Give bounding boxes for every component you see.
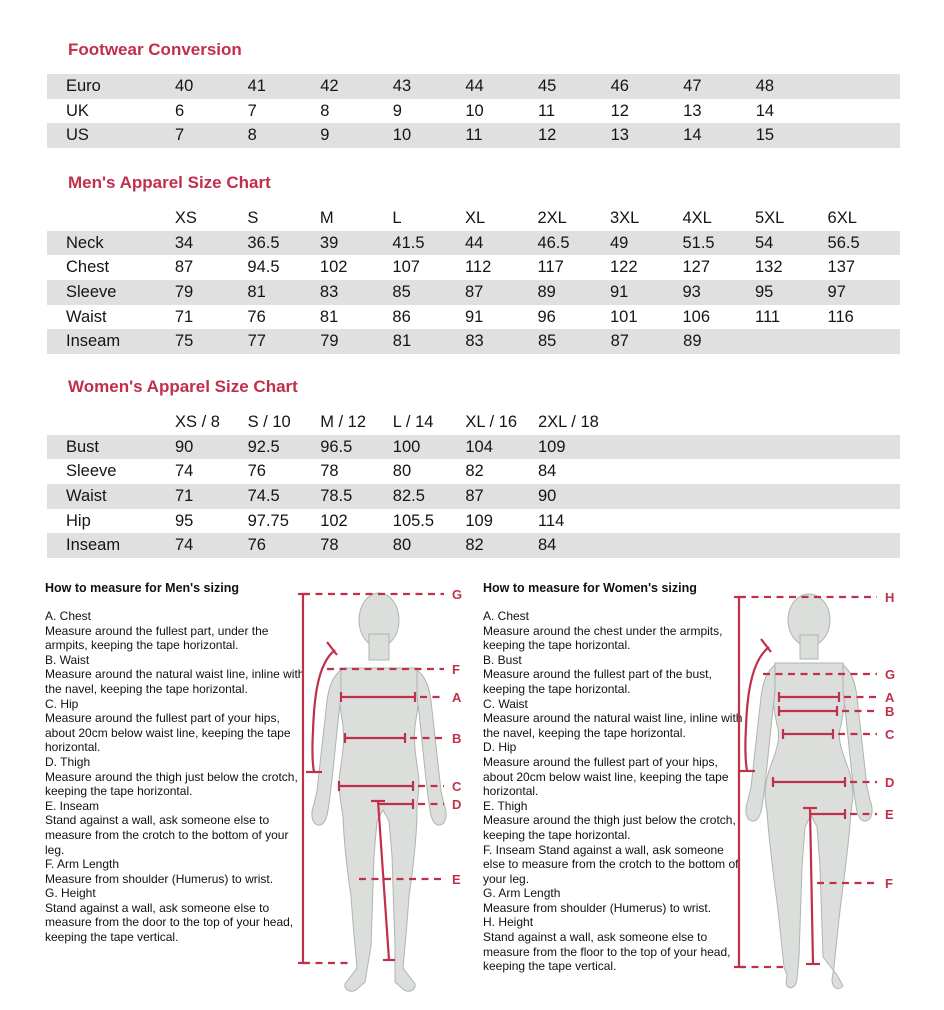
table-cell: 4XL <box>682 208 712 227</box>
guide-item-label: G. Height <box>45 886 96 901</box>
table-header-row <box>47 410 900 435</box>
table-cell: 95 <box>175 511 194 530</box>
table-cell: 90 <box>175 437 194 456</box>
guide-item-label: B. Waist <box>45 652 90 667</box>
table-cell: 6 <box>175 101 185 120</box>
figure-label: F <box>885 876 893 891</box>
footwear-table <box>47 74 900 148</box>
table-cell: 112 <box>464 258 492 277</box>
guide-item <box>45 857 307 886</box>
guide-item <box>483 843 749 887</box>
table-cell: 109 <box>465 511 493 530</box>
table-cell: 85 <box>392 282 411 301</box>
table-cell: 75 <box>175 332 194 351</box>
table-cell: 116 <box>827 307 854 326</box>
row-label: Sleeve <box>66 282 117 301</box>
table-cell: 87 <box>610 332 629 351</box>
table-row <box>47 329 900 354</box>
table-cell: 109 <box>537 437 566 456</box>
table-cell: 77 <box>247 332 266 351</box>
table-cell: 78 <box>320 462 339 481</box>
table-cell: 95 <box>755 282 774 301</box>
womens-guide-list <box>483 609 749 974</box>
table-cell: 87 <box>465 486 484 505</box>
table-cell: 82 <box>465 536 484 555</box>
guide-item-text: Measure around the natural waist line, inline with the navel, keeping the tape horizontal. <box>483 711 743 740</box>
table-cell: 102 <box>319 258 348 277</box>
row-label: Sleeve <box>66 462 117 481</box>
table-cell: 11 <box>465 126 483 145</box>
figure-label: B <box>885 704 895 719</box>
table-cell: 44 <box>464 233 484 252</box>
guide-item <box>45 653 307 697</box>
table-cell: 74.5 <box>247 486 280 505</box>
table-cell: 90 <box>537 486 557 505</box>
table-cell: S / 10 <box>247 412 291 431</box>
guide-item-label: B. Bust <box>483 652 522 667</box>
guide-item-text: Measure around the thigh just below the crotch, keeping the tape horizontal. <box>45 769 298 799</box>
table-cell: 89 <box>683 332 702 351</box>
guide-item <box>45 886 307 944</box>
guide-item <box>483 915 749 973</box>
guide-item-text: Stand against a wall, ask someone else to measure from the crotch to the bottom of your leg. <box>483 842 739 886</box>
table-cell: 41 <box>247 76 266 95</box>
table-cell: 71 <box>174 307 194 326</box>
table-cell: 42 <box>320 76 339 95</box>
table-cell: 76 <box>247 307 266 326</box>
row-label: Waist <box>66 486 107 505</box>
table-cell: L <box>392 208 402 227</box>
table-cell: 14 <box>755 101 775 120</box>
table-cell: 78.5 <box>320 486 353 505</box>
table-row <box>47 533 900 558</box>
guide-item-label: D. Hip <box>483 740 517 755</box>
figure-label: G <box>885 667 896 682</box>
row-label: Bust <box>66 437 100 456</box>
table-cell: 74 <box>175 462 194 481</box>
figure-label: E <box>885 807 894 822</box>
guide-item-text: Measure around the fullest part, under the armpits, keeping the tape horizontal. <box>45 623 269 653</box>
guide-item <box>483 740 749 798</box>
row-label: Waist <box>66 307 107 326</box>
table-cell: 34 <box>174 233 194 252</box>
table-cell: 46.5 <box>537 233 570 252</box>
row-label: Neck <box>66 233 104 252</box>
mens-chart-title: Men's Apparel Size Chart <box>68 173 271 192</box>
table-cell: 12 <box>610 101 629 120</box>
table-cell: 39 <box>319 233 339 252</box>
table-cell: 84 <box>537 462 557 481</box>
table-cell: 82.5 <box>392 486 425 505</box>
table-cell: 6XL <box>827 208 857 227</box>
table-cell: 82 <box>465 462 484 481</box>
guide-item-text: Stand against a wall, ask someone else to measure from the door to the top of your head, keeping the tape vertical. <box>45 900 294 945</box>
womens-guide-title: How to measure for Women's sizing <box>483 581 697 595</box>
table-cell: S <box>247 208 259 227</box>
table-cell: 91 <box>464 307 484 326</box>
table-cell: 105.5 <box>392 511 435 530</box>
guide-item-text: Measure from shoulder (Humerus) to wrist. <box>45 871 274 886</box>
guide-item <box>45 755 307 799</box>
mens-guide-list <box>45 609 307 945</box>
table-cell: L / 14 <box>392 412 434 431</box>
table-cell: 44 <box>465 76 484 95</box>
guide-item-label: F. Arm Length <box>45 857 120 872</box>
table-cell: 7 <box>175 126 185 145</box>
table-cell: 80 <box>392 536 412 555</box>
row-label: Inseam <box>66 536 121 555</box>
table-cell: 101 <box>609 307 638 326</box>
table-cell: 11 <box>537 101 556 120</box>
womens-size-table <box>47 410 900 558</box>
table-cell: 78 <box>320 536 339 555</box>
table-cell: 83 <box>319 282 339 301</box>
table-cell: 93 <box>682 282 701 301</box>
table-cell: 107 <box>392 258 420 277</box>
figure-label: D <box>452 797 462 812</box>
female-silhouette <box>746 594 872 989</box>
figure-label: B <box>452 731 462 746</box>
mens-size-table <box>47 206 900 354</box>
footwear-title: Footwear Conversion <box>68 40 242 59</box>
table-cell: 104 <box>465 437 493 456</box>
figure-label: A <box>885 690 895 705</box>
guide-item-label: E. Thigh <box>483 798 528 813</box>
guide-item-label: D. Thigh <box>45 754 91 769</box>
table-cell: 80 <box>392 462 412 481</box>
table-cell: 91 <box>609 282 629 301</box>
table-row <box>47 123 900 148</box>
guide-item-label: C. Hip <box>45 696 79 711</box>
figure-label: C <box>885 727 895 742</box>
figure-label: D <box>885 775 895 790</box>
table-cell: 8 <box>320 101 330 120</box>
row-label: UK <box>66 101 89 120</box>
table-cell: 46 <box>610 76 629 95</box>
table-cell: 106 <box>682 307 711 326</box>
guide-item-text: Measure around the fullest part of your hips, about 20cm below waist line, keeping the tape horizontal. <box>45 711 291 755</box>
guide-item-text: Measure around the fullest part of the bust, keeping the tape horizontal. <box>483 667 712 696</box>
table-cell: 10 <box>465 101 484 120</box>
table-cell: 97 <box>827 282 846 301</box>
table-cell: 87 <box>174 258 194 277</box>
row-label: Euro <box>66 76 101 95</box>
guide-item-label: G. Arm Length <box>483 886 561 901</box>
table-row <box>47 484 900 509</box>
table-cell: 100 <box>392 437 421 456</box>
female-figure-labels <box>885 590 895 891</box>
guide-item-text: Measure around the natural waist line, inline with the navel, keeping the tape horizontal. <box>45 667 305 696</box>
table-cell: XS <box>174 208 197 227</box>
table-cell: 127 <box>682 258 711 277</box>
table-cell: 132 <box>755 258 783 277</box>
row-label: Chest <box>66 258 110 277</box>
table-row <box>47 435 900 460</box>
table-row <box>47 305 900 330</box>
table-cell: 10 <box>392 126 412 145</box>
table-cell: 102 <box>320 511 348 530</box>
guide-item <box>483 609 749 653</box>
figure-label: H <box>885 590 895 605</box>
table-cell: 36.5 <box>247 233 280 252</box>
table-cell: 71 <box>175 486 194 505</box>
table-row <box>47 74 900 99</box>
table-cell: 94.5 <box>247 258 280 277</box>
table-cell: 97.75 <box>247 511 289 530</box>
guide-item-text: Measure around the fullest part of your hips, about 20cm below waist line, keeping the tape horizontal. <box>483 754 729 799</box>
table-row <box>47 99 900 124</box>
table-cell: M / 12 <box>320 412 367 431</box>
guide-item <box>483 697 749 741</box>
table-cell: 84 <box>537 536 557 555</box>
table-cell: 81 <box>247 282 266 301</box>
table-cell: 56.5 <box>827 233 860 252</box>
table-cell: XL / 16 <box>465 412 518 431</box>
row-label: US <box>66 126 89 145</box>
guide-item-label: F. Inseam <box>483 842 536 857</box>
guide-item-text: Stand against a wall, ask someone else to measure from the floor to the top of your head, keeping the tape vertical. <box>483 930 731 974</box>
table-cell: 5XL <box>755 208 785 227</box>
figure-label: E <box>452 872 461 887</box>
table-row <box>47 459 900 484</box>
guide-item-text: Measure from shoulder (Humerus) to wrist. <box>483 900 712 915</box>
guide-item-text: Measure around the chest under the armpits, keeping the tape horizontal. <box>483 623 723 653</box>
table-cell: 76 <box>247 462 266 481</box>
row-label: Hip <box>66 511 91 530</box>
table-cell: 111 <box>755 307 781 326</box>
guide-item-label: A. Chest <box>45 609 92 623</box>
table-cell: 81 <box>319 307 339 326</box>
table-cell: 9 <box>320 126 330 145</box>
table-cell: 13 <box>610 126 629 145</box>
figure-label: G <box>452 587 463 602</box>
guide-item <box>483 886 749 915</box>
table-cell: 96 <box>537 307 556 326</box>
table-cell: 49 <box>609 233 629 252</box>
table-row <box>47 255 900 280</box>
table-row <box>47 280 900 305</box>
table-cell: 41.5 <box>392 233 425 252</box>
guide-item-label: A. Chest <box>483 609 530 623</box>
table-cell: 8 <box>247 126 257 145</box>
figure-label: A <box>452 690 462 705</box>
table-cell: 122 <box>609 258 638 277</box>
table-cell: 117 <box>537 258 564 277</box>
guide-item <box>483 799 749 843</box>
table-cell: 2XL / 18 <box>537 412 599 431</box>
table-cell: 12 <box>537 126 557 145</box>
table-cell: 89 <box>537 282 556 301</box>
table-cell: 9 <box>392 101 402 120</box>
male-figure-diagram <box>297 586 469 1006</box>
female-figure-diagram <box>733 587 910 1007</box>
table-cell: 96.5 <box>320 437 353 456</box>
table-cell: 45 <box>537 76 557 95</box>
guide-item-label: E. Inseam <box>45 798 100 813</box>
table-cell: 79 <box>174 282 194 301</box>
guide-item <box>45 609 307 653</box>
mens-guide-title: How to measure for Men's sizing <box>45 581 239 595</box>
table-cell: 15 <box>755 126 775 145</box>
table-row <box>47 509 900 534</box>
table-cell: 14 <box>683 126 702 145</box>
guide-item-label: C. Waist <box>483 696 528 711</box>
table-cell: 51.5 <box>682 233 715 252</box>
guide-item-text: Measure around the thigh just below the crotch, keeping the tape horizontal. <box>483 813 736 842</box>
table-header-row <box>47 206 900 231</box>
guide-item <box>483 653 749 697</box>
male-figure-labels <box>452 587 462 887</box>
table-cell: 7 <box>247 101 257 120</box>
table-cell: 43 <box>392 76 412 95</box>
table-cell: 87 <box>464 282 484 301</box>
table-cell: 114 <box>537 511 565 530</box>
table-cell: 137 <box>827 258 856 277</box>
guide-item <box>45 697 307 755</box>
row-label: Inseam <box>66 332 121 351</box>
table-cell: 74 <box>175 536 194 555</box>
table-cell: 3XL <box>609 208 640 227</box>
womens-chart-title: Women's Apparel Size Chart <box>68 377 298 396</box>
table-row <box>47 231 900 256</box>
table-cell: 48 <box>755 76 775 95</box>
table-cell: 47 <box>683 76 702 95</box>
table-cell: 81 <box>392 332 412 351</box>
table-cell: 76 <box>247 536 266 555</box>
guide-item-text: Stand against a wall, ask someone else to measure from the crotch to the bottom of your leg. <box>45 813 289 857</box>
table-cell: 2XL <box>537 208 567 227</box>
table-cell: 85 <box>537 332 557 351</box>
table-cell: XL <box>464 208 486 227</box>
figure-label: F <box>452 662 460 677</box>
table-cell: XS / 8 <box>175 412 220 431</box>
table-cell: 86 <box>392 307 411 326</box>
table-cell: 54 <box>755 233 774 252</box>
table-cell: 13 <box>683 101 702 120</box>
table-cell: 40 <box>175 76 194 95</box>
table-cell: 79 <box>320 332 339 351</box>
table-cell: M <box>319 208 334 227</box>
figure-label: C <box>452 779 462 794</box>
guide-item-label: H. Height <box>483 915 534 930</box>
table-cell: 92.5 <box>247 437 280 456</box>
table-cell: 83 <box>465 332 484 351</box>
guide-item <box>45 799 307 857</box>
